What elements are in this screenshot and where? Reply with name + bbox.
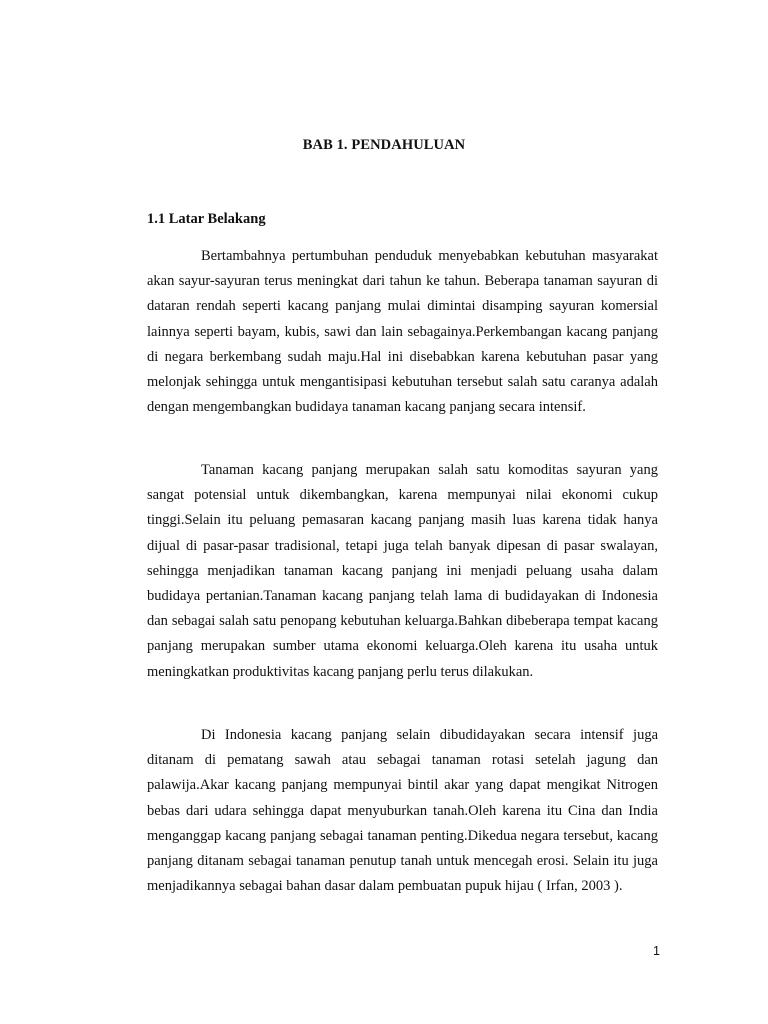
section-heading: 1.1 Latar Belakang — [147, 211, 266, 227]
chapter-title: BAB 1. PENDAHULUAN — [302, 137, 466, 153]
page-number: 1 — [653, 944, 660, 958]
paragraph-2: Tanaman kacang panjang merupakan salah satu komoditas sayuran yang sangat potensial untuk dikembangkan, karena mempunyai nilai ekonomi cukup tinggi.Selain itu peluang pemasaran kacang panjang masih luas karena tidak hanya dijual di pasar-pasar tradisional, tetapi juga telah banyak dipesan di pasar swalayan, sehingga menjadikan tanaman kacang panjang ini menjadi peluang usaha dalam budidaya pertanian.Tanaman kacang panjang telah lama di budidayakan di Indonesia dan sebagai salah satu penopang kebutuhan keluarga.Bahkan dibeberapa tempat kacang panjang merupakan sumber utama ekonomi keluarga.Oleh karena itu usaha untuk meningkatkan produktivitas kacang panjang perlu terus dilakukan. — [147, 462, 658, 680]
paragraph-1: Bertambahnya pertumbuhan penduduk menyebabkan kebutuhan masyarakat akan sayur-sayuran terus meningkat dari tahun ke tahun. Beberapa tanaman sayuran di dataran rendah seperti kacang panjang mulai dimintai disamping sayuran komersial lainnya seperti bayam, kubis, sawi dan lain sebagainya.Perkembangan kacang panjang di negara berkembang sudah maju.Hal ini disebabkan karena kebutuhan pasar yang melonjak sehingga untuk mengantisipasi kebutuhan tersebut salah satu caranya adalah dengan mengembangkan budidaya tanaman kacang panjang secara intensif. — [147, 248, 658, 416]
paragraph-3: Di Indonesia kacang panjang selain dibudidayakan secara intensif juga ditanam di pematang sawah atau sebagai tanaman rotasi setelah jagung dan palawija.Akar kacang panjang mempunyai bintil akar yang dapat mengikat Nitrogen bebas dari udara sehingga dapat menyuburkan tanah.Oleh karena itu Cina dan India menganggap kacang panjang sebagai tanaman penting.Dikedua negara tersebut, kacang panjang ditanam sebagai tanaman penutup tanah untuk mencegah erosi. Selain itu juga menjadikannya sebagai bahan dasar dalam pembuatan pupuk hijau ( Irfan, 2003 ). — [147, 727, 658, 895]
